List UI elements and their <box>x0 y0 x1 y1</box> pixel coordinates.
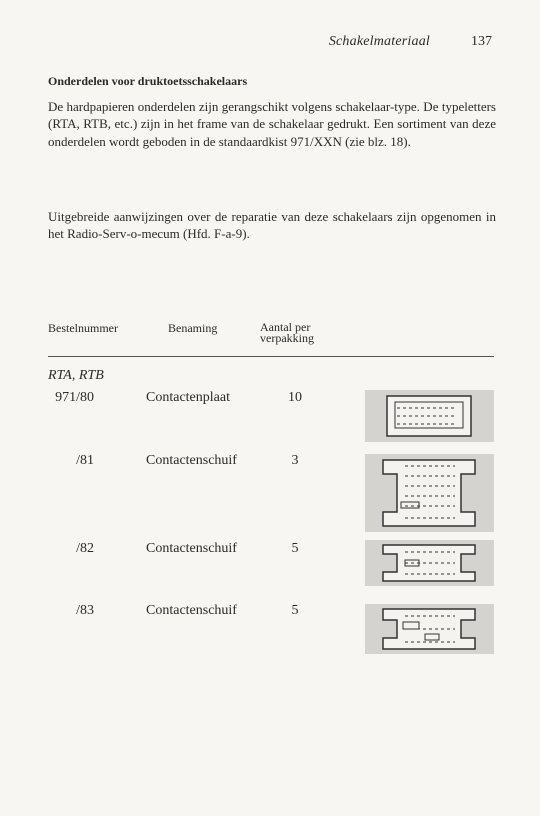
section-heading: Onderdelen voor druktoetsschakelaars <box>48 74 248 88</box>
pack-quantity: 10 <box>288 390 302 405</box>
pack-quantity: 5 <box>291 541 299 556</box>
column-header-benaming: Benaming <box>168 321 218 335</box>
order-number: /81 <box>76 453 94 468</box>
column-header-aantal <box>260 322 314 344</box>
order-number: /82 <box>76 541 94 556</box>
intro-paragraph: De hardpapieren onderdelen zijn gerangschikt volgens schakelaar-type. De typeletters (RTA, RTB, etc.) zijn in het frame van de schakelaar gedrukt. Een sortiment van deze onderdelen wordt geboden in de standaardkist 971/XXN (zie blz. 18). <box>48 99 496 149</box>
contact-slider-81-diagram <box>365 454 494 532</box>
part-name: Contactenschuif <box>146 541 237 556</box>
page-header <box>0 34 540 54</box>
column-header-aantal-line2: verpakking <box>260 331 314 345</box>
column-header-bestelnummer: Bestelnummer <box>48 321 118 335</box>
header-rule <box>48 356 494 357</box>
column-header-aantal-line1: Aantal per <box>260 320 311 334</box>
running-title: Schakelmateriaal <box>328 34 430 49</box>
page-number: 137 <box>471 34 492 49</box>
reference-paragraph: Uitgebreide aanwijzingen over de reparatie van deze schakelaars zijn opgenomen in het Radio-Serv-o-mecum (Hfd. F-a-9). <box>48 209 496 242</box>
type-group-label: RTA, RTB <box>48 368 104 383</box>
order-number: 971/80 <box>55 390 94 405</box>
contact-slider-82-diagram <box>365 540 494 586</box>
contact-slider-83-diagram <box>365 604 494 654</box>
contact-plate-diagram <box>365 390 494 442</box>
pack-quantity: 3 <box>291 453 299 468</box>
order-number: /83 <box>76 603 94 618</box>
part-name: Contactenplaat <box>146 390 230 405</box>
part-name: Contactenschuif <box>146 453 237 468</box>
part-name: Contactenschuif <box>146 603 237 618</box>
pack-quantity: 5 <box>291 603 299 618</box>
